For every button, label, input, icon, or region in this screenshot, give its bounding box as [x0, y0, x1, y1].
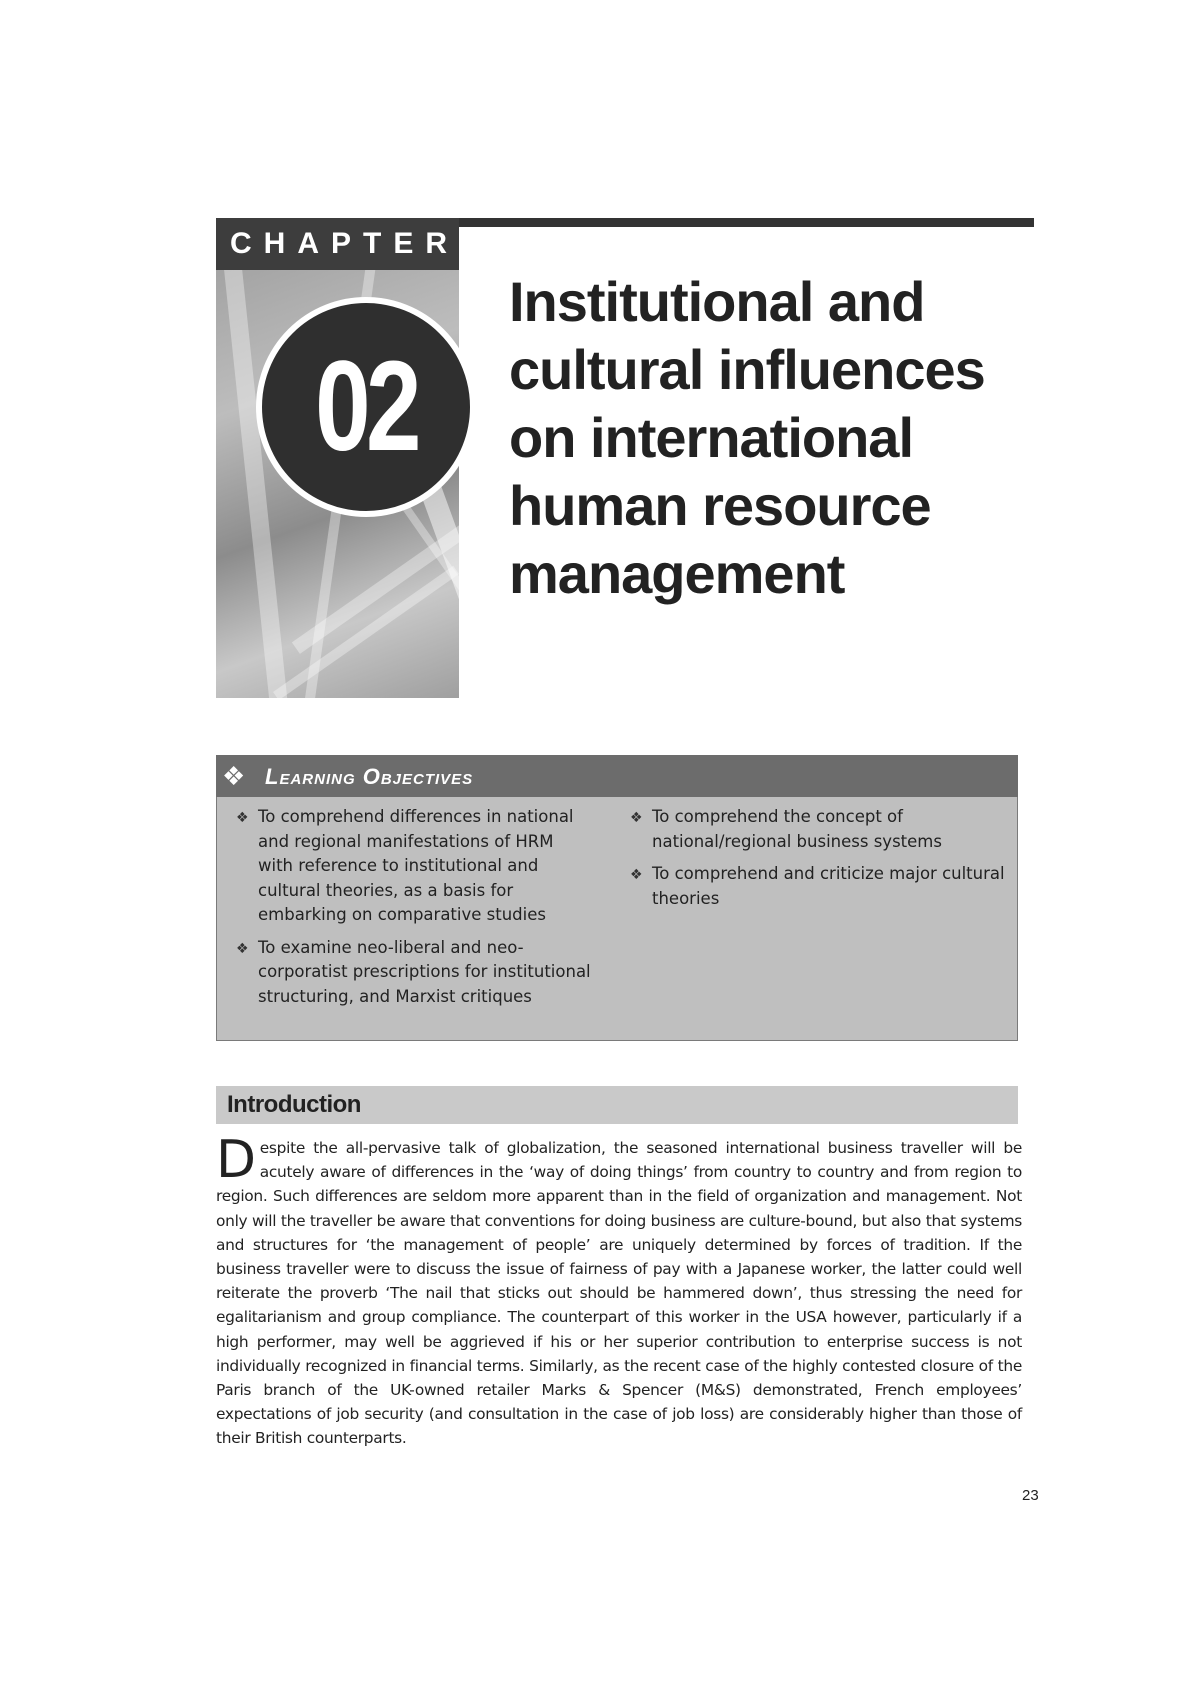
objective-text: To examine neo-liberal and neo-corporatist prescriptions for institutional structuring, and Marxist critiques: [258, 937, 591, 1006]
four-diamond-bullet-icon: ❖: [630, 810, 643, 826]
list-item: [236, 805, 591, 928]
learning-objectives-heading: Learning Objectives: [265, 764, 474, 789]
introduction-heading: Introduction: [227, 1091, 361, 1118]
four-diamond-bullet-icon: ❖: [630, 867, 643, 883]
four-diamond-icon: ❖: [222, 761, 246, 791]
list-item: [236, 936, 591, 1010]
objective-text: To comprehend differences in national and regional manifestations of HRM with reference to institutional and cultural theories, as a basis for embarking on comparative studies: [258, 807, 574, 924]
learning-objectives-left-list: [236, 805, 591, 1017]
chapter-label: CHAPTER: [230, 227, 460, 260]
objective-text: To comprehend the concept of national/regional business systems: [652, 807, 942, 851]
introduction-paragraph: [216, 1130, 1022, 1451]
learning-objectives-right-list: [630, 805, 1010, 919]
list-item: [630, 862, 1010, 911]
four-diamond-bullet-icon: ❖: [236, 940, 249, 957]
four-diamond-bullet-icon: ❖: [236, 810, 249, 826]
page-number: 23: [1022, 1487, 1039, 1504]
chapter-title: Institutional and cultural influences on international human resource management: [509, 270, 985, 605]
drop-cap: D: [216, 1130, 256, 1190]
chapter-top-rule: [458, 218, 1034, 227]
objective-text: To comprehend and criticize major cultural theories: [652, 864, 1005, 908]
introduction-body-text: espite the all-pervasive talk of globalization, the seasoned international business traveller will be acutely aware of differences in the ‘way of doing things’ from country to country and from region to region. Such differences are seldom more apparent than in the field of organization and management. Not only will the traveller be aware that conventions for doing business are culture-bound, but also that systems and structures for ‘the management of people’ are uniquely determined by forces of tradition. If the business traveller were to discuss the issue of fairness of pay with a Japanese worker, the latter could well reiterate the proverb ‘The nail that sticks out should be hammered down’, thus stressing the need for egalitarianism and group compliance. The counterpart of this worker in the USA however, particularly if a high performer, may well be aggrieved if his or her superior contribution to enterprise success is not individually recognized in financial terms. Similarly, as the recent case of the highly contested closure of the Paris branch of the UK-owned retailer Marks & Spencer (M&S) demonstrated, French employees’ expectations of job security (and consultation in the case of job loss) are considerably higher than those of their British counterparts.: [216, 1139, 1022, 1448]
chapter-number: 02: [315, 335, 417, 478]
list-item: [630, 805, 1010, 854]
